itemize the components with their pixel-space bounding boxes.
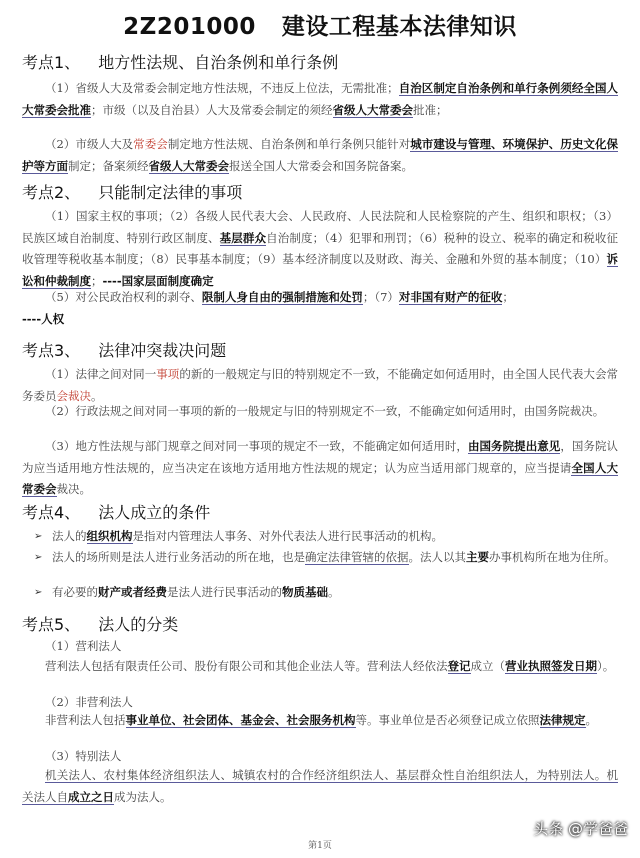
document-title — [0, 8, 640, 41]
section-2-paragraph-2: （5）对公民政治权利的剥夺、限制人身自由的强制措施和处罚；（7）对非国有财产的征收； — [45, 290, 514, 304]
section-number: 考点3、 — [22, 341, 81, 360]
title-text: 建设工程基本法律知识 — [281, 14, 517, 40]
section-5-subheading-3: （3）特别法人 — [45, 749, 122, 763]
section-title: 只能制定法律的事项 — [98, 183, 243, 202]
section-5-heading — [22, 612, 178, 635]
title-code: 2Z201000 — [123, 14, 256, 40]
section-3-paragraph-1: （1）法律之间对同一事项的新的一般规定与旧的特别规定不一致，不能确定如何适用时，由全国人民代表大会常务委员会裁决。 — [22, 367, 618, 403]
arrow-bullet-icon: ➢ — [34, 587, 43, 598]
section-2-heading — [22, 180, 242, 203]
section-number: 考点4、 — [22, 503, 81, 522]
section-1-paragraph-1: （1）省级人大及常委会制定地方性法规，不违反上位法，无需批准；自治区制定自治条例和单行条例须经全国人大常委会批准；市级（以及自治县）人大及常委会制定的须经省级人大常委会批准； — [22, 81, 618, 117]
section-5-subheading-2: （2）非营利法人 — [45, 695, 133, 709]
watermark: 头条 @学爸爸 — [533, 820, 628, 838]
section-1-heading — [22, 50, 338, 73]
section-3-heading — [22, 338, 226, 361]
section-title: 地方性法规、自治条例和单行条例 — [98, 53, 339, 72]
section-title: 法人的分类 — [98, 615, 179, 634]
section-2-paragraph-3: ----人权 — [22, 312, 65, 326]
section-4-bullet-1: ➢ 法人的组织机构是指对内管理法人事务、对外代表法人进行民事活动的机构。 — [52, 526, 618, 547]
page-number: 第1页 — [308, 841, 332, 851]
section-title: 法律冲突裁决问题 — [98, 341, 227, 360]
section-title: 法人成立的条件 — [98, 503, 211, 522]
section-4-heading — [22, 500, 210, 523]
section-1-paragraph-2: （2）市级人大及常委会制定地方性法规、自治条例和单行条例只能针对城市建设与管理、环境保护、历史文化保护等方面制定；备案须经省级人大常委会报送全国人大常委会和国务院备案。 — [22, 137, 619, 173]
section-number: 考点1、 — [22, 53, 81, 72]
section-5-subheading-1: （1）营利法人 — [45, 639, 122, 653]
section-4-bullet-2: ➢ 法人的场所则是法人进行业务活动的所在地，也是确定法律管辖的依据。法人以其主要办事机构所在地为住所。 — [52, 547, 618, 568]
section-5-paragraph-3: 机关法人、农村集体经济组织法人、城镇农村的合作经济组织法人、基层群众性自治组织法人，为特别法人。机关法人自成立之日成为法人。 — [22, 768, 618, 804]
section-3-paragraph-2: （2）行政法规之间对同一事项的新的一般规定与旧的特别规定不一致，不能确定如何适用时，由国务院裁决。 — [45, 404, 605, 418]
arrow-bullet-icon: ➢ — [34, 552, 43, 563]
section-5-paragraph-2: 非营利法人包括事业单位、社会团体、基金会、社会服务机构等。事业单位是否必须登记成立依照法律规定。 — [45, 713, 597, 727]
section-5-paragraph-1: 营利法人包括有限责任公司、股份有限公司和其他企业法人等。营利法人经依法登记成立（营业执照签发日期）。 — [45, 659, 615, 673]
arrow-bullet-icon: ➢ — [34, 531, 43, 542]
section-number: 考点2、 — [22, 183, 81, 202]
section-number: 考点5、 — [22, 615, 81, 634]
section-3-paragraph-3: （3）地方性法规与部门规章之间对同一事项的规定不一致，不能确定如何适用时，由国务院提出意见，国务院认为应当适用地方性法规的，应当决定在该地方适用地方性法规的规定；认为应当适用部门规章的，应当提请全国人大常委会裁决。 — [22, 439, 619, 496]
section-2-paragraph-1: （1）国家主权的事项；（2）各级人民代表大会、人民政府、人民法院和人民检察院的产生、组织和职权；（3）民族区域自治制度、特别行政区制度、基层群众自治制度；（4）犯罪和刑罚；（6）税种的设立、税率的确定和税收征收管理等税收基本制度；（8）民事基本制度；（9）基本经济制度以及财政、海关、金融和外贸的基本制度；（10）诉讼和仲裁制度；----国家层面制度确定 — [22, 209, 618, 288]
section-4-bullet-3: ➢ 有必要的财产或者经费是法人进行民事活动的物质基础。 — [52, 582, 618, 603]
